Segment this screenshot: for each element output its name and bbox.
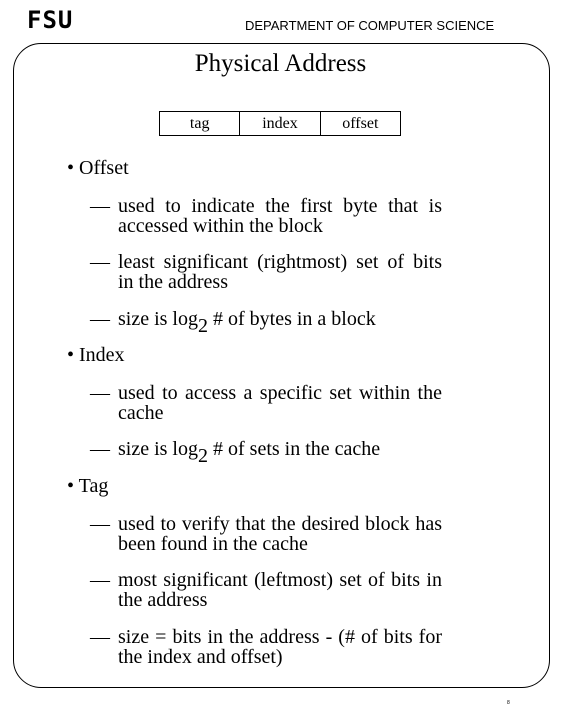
dash-marker: — [90,626,110,648]
bullet-index: • Index [67,344,125,366]
dash-marker: — [90,513,110,535]
page-title: Physical Address [194,50,367,77]
bullet-offset: • Offset [67,157,129,179]
address-field-tag: tag [189,115,210,132]
list-item [90,627,442,667]
list-item-text: size = bits in the address - (# of bits for the index and offset) [118,626,442,668]
list-item [90,438,442,467]
department-header: DEPARTMENT OF COMPUTER SCIENCE [245,18,495,33]
dash-marker: — [90,251,110,273]
list-item [90,383,442,423]
list-item [90,570,442,610]
dash-marker: — [90,569,110,591]
list-item-text: used to indicate the first byte that is accessed within the block [118,195,442,237]
fsu-logo: FSU [27,6,74,34]
dash-marker: — [90,382,110,404]
list-item-text: most significant (leftmost) set of bits in the address [118,569,442,611]
list-item [90,252,442,292]
list-item-text: size is $\log_2$ # of bytes in a block [118,308,376,337]
bullet-tag: • Tag [67,475,109,497]
list-item [90,196,442,236]
page-number: 8 [507,700,510,706]
list-item-text: used to access a specific set within the cache [118,382,442,424]
address-field-offset: offset [320,112,400,135]
list-item [90,308,442,337]
list-item [90,514,442,554]
dash-marker: — [90,438,110,460]
address-field-index: index [239,112,319,135]
list-item-text: size is $\log_2$ # of sets in the cache [118,438,381,467]
list-item-text: used to verify that the desired block has been found in the cache [118,513,442,555]
address-format-diagram [159,111,401,136]
dash-marker: — [90,195,110,217]
dash-marker: — [90,308,110,330]
list-item-text: least significant (rightmost) set of bits in the address [118,251,442,293]
